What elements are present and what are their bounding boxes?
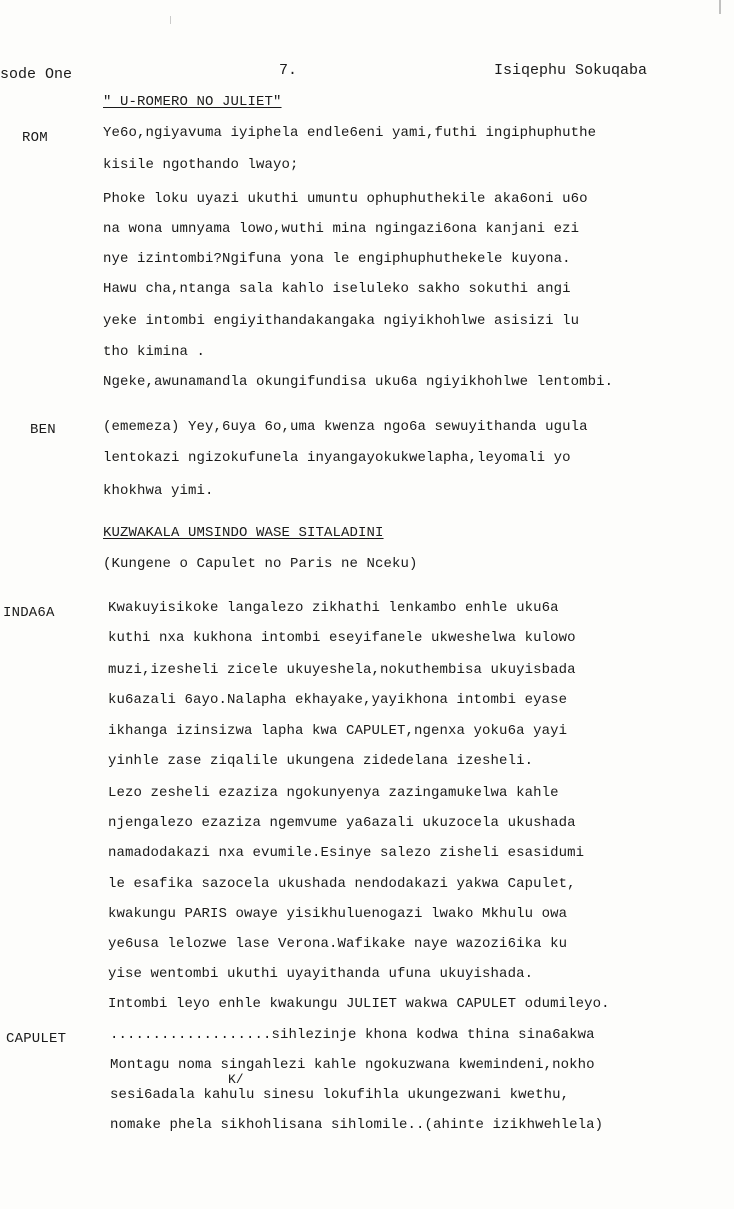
speaker-rom: ROM bbox=[22, 130, 48, 146]
scan-mark bbox=[719, 0, 721, 14]
dialogue-line: tho kimina . bbox=[103, 344, 206, 360]
narration-line: muzi,izesheli zicele ukuyeshela,nokuthembisa ukuyisbada bbox=[108, 662, 576, 678]
handwritten-annotation: K/ bbox=[228, 1072, 244, 1087]
dialogue-line: Ngeke,awunamandla okungifundisa uku6a ngiyikhohlwe lentombi. bbox=[103, 374, 614, 390]
narration-line: Kwakuyisikoke langalezo zikhathi lenkambo enhle uku6a bbox=[108, 600, 559, 616]
narration-line: le esafika sazocela ukushada nendodakazi yakwa Capulet, bbox=[108, 876, 576, 892]
dialogue-line: sesi6adala kahulu sinesu lokufihla ukungezwani kwethu, bbox=[110, 1087, 570, 1103]
speaker-capulet: CAPULET bbox=[6, 1031, 67, 1047]
dialogue-line: nye izintombi?Ngifuna yona le engiphuphuthekele kuyona. bbox=[103, 251, 571, 267]
narration-line: ye6usa lelozwe lase Verona.Wafikake naye wazozi6ika ku bbox=[108, 936, 568, 952]
speaker-ben: BEN bbox=[30, 422, 56, 438]
page-number: 7. bbox=[279, 62, 298, 79]
dialogue-line: Hawu cha,ntanga sala kahlo iseluleko sakho sokuthi angi bbox=[103, 281, 571, 297]
dialogue-line: Phoke loku uyazi ukuthi umuntu ophuphuthekile aka6oni u6o bbox=[103, 191, 588, 207]
dialogue-line: (ememeza) Yey,6uya 6o,uma kwenza ngo6a sewuyithanda ugula bbox=[103, 419, 588, 435]
narration-line: ikhanga izinsizwa lapha kwa CAPULET,ngenxa yoku6a yayi bbox=[108, 723, 568, 739]
dialogue-line: Ye6o,ngiyavuma iyiphela endle6eni yami,futhi ingiphuphuthe bbox=[103, 125, 597, 141]
header-left: sode One bbox=[0, 66, 73, 83]
narration-line: kuthi nxa kukhona intombi eseyifanele ukweshelwa kulowo bbox=[108, 630, 576, 646]
narration-line: yinhle zase ziqalile ukungena zidedelana izesheli. bbox=[108, 753, 534, 769]
dialogue-line: na wona umnyama lowo,wuthi mina ngingazi6ona kanjani ezi bbox=[103, 221, 580, 237]
dialogue-line: yeke intombi engiyithandakangaka ngiyikhohlwe asisizi lu bbox=[103, 313, 580, 329]
narration-line: njengalezo ezaziza ngemvume ya6azali ukuzocela ukushada bbox=[108, 815, 576, 831]
dialogue-line: lentokazi ngizokufunela inyangayokukwelapha,leyomali yo bbox=[103, 450, 571, 466]
play-title: " U-ROMERO NO JULIET" bbox=[103, 94, 282, 110]
narration-line: kwakungu PARIS owaye yisikhuluenogazi lwako Mkhulu owa bbox=[108, 906, 568, 922]
scene-heading: KUZWAKALA UMSINDO WASE SITALADINI bbox=[103, 525, 384, 541]
narration-line: yise wentombi ukuthi uyayithanda ufuna ukuyishada. bbox=[108, 966, 534, 982]
scan-mark bbox=[170, 16, 171, 24]
dialogue-line: ...................sihlezinje khona kodwa thina sina6akwa bbox=[110, 1027, 595, 1043]
narration-line: namadodakazi nxa evumile.Esinye salezo zisheli esasidumi bbox=[108, 845, 585, 861]
dialogue-line: khokhwa yimi. bbox=[103, 483, 214, 499]
header-right: Isiqephu Sokuqaba bbox=[494, 62, 648, 79]
narration-line: Lezo zesheli ezaziza ngokunyenya zazingamukelwa kahle bbox=[108, 785, 559, 801]
speaker-indaba: INDA6A bbox=[3, 605, 55, 621]
narration-line: Intombi leyo enhle kwakungu JULIET wakwa CAPULET odumileyo. bbox=[108, 996, 610, 1012]
dialogue-line: nomake phela sikhohlisana sihlomile..(ahinte izikhwehlela) bbox=[110, 1117, 604, 1133]
stage-direction: (Kungene o Capulet no Paris ne Nceku) bbox=[103, 556, 418, 572]
dialogue-line: Montagu noma singahlezi kahle ngokuzwana kwemindeni,nokho bbox=[110, 1057, 595, 1073]
narration-line: ku6azali 6ayo.Nalapha ekhayake,yayikhona intombi eyase bbox=[108, 692, 568, 708]
dialogue-line: kisile ngothando lwayo; bbox=[103, 157, 299, 173]
